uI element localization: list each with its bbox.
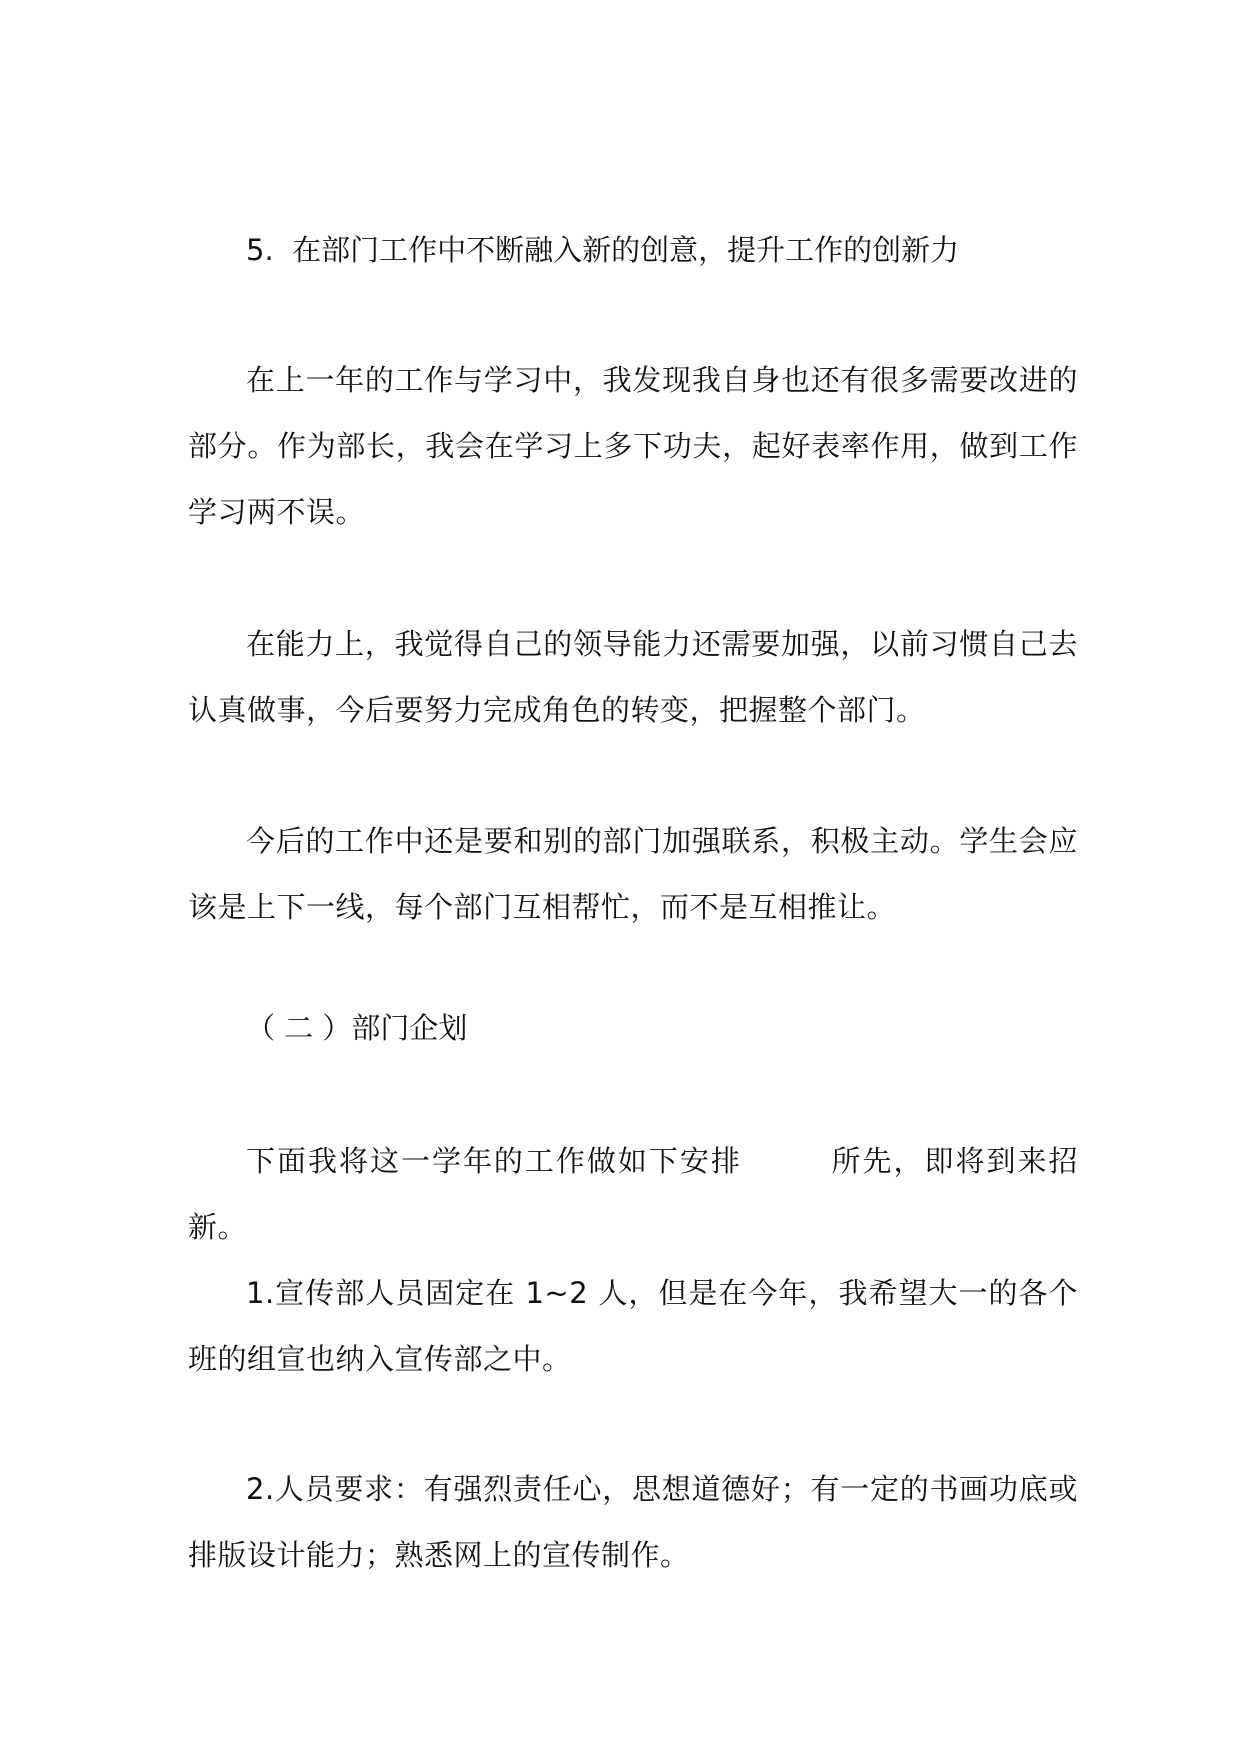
paragraph-item-1: 1.宣传部人员固定在 1~2 人，但是在今年，我希望大一的各个班的组宣也纳入宣传部之中。 (188, 1276, 1078, 1376)
paragraph-self-improvement: 在上一年的工作与学习中，我发现我自身也还有很多需要改进的部分。作为部长，我会在学习上多下功夫，起好表率作用，做到工作学习两不误。 (188, 363, 1078, 529)
paragraph-leadership: 在能力上，我觉得自己的领导能力还需要加强，以前习惯自己去认真做事，今后要努力完成角色的转变，把握整个部门。 (188, 627, 1078, 727)
item-5-heading: 5. 在部门工作中不断融入新的创意，提升工作的创新力 (246, 233, 960, 267)
section-2-heading: （ 二 ）部门企划 (246, 1011, 468, 1045)
paragraph-cooperation: 今后的工作中还是要和别的部门加强联系，积极主动。学生会应该是上下一线，每个部门互相帮忙，而不是互相推让。 (188, 824, 1078, 924)
paragraph-item-2: 2.人员要求：有强烈责任心，思想道德好；有一定的书画功底或排版设计能力；熟悉网上的宣传制作。 (188, 1472, 1078, 1572)
paragraph-arrangement: 下面我将这一学年的工作做如下安排 所先，即将到来招新。 (188, 1144, 1078, 1244)
